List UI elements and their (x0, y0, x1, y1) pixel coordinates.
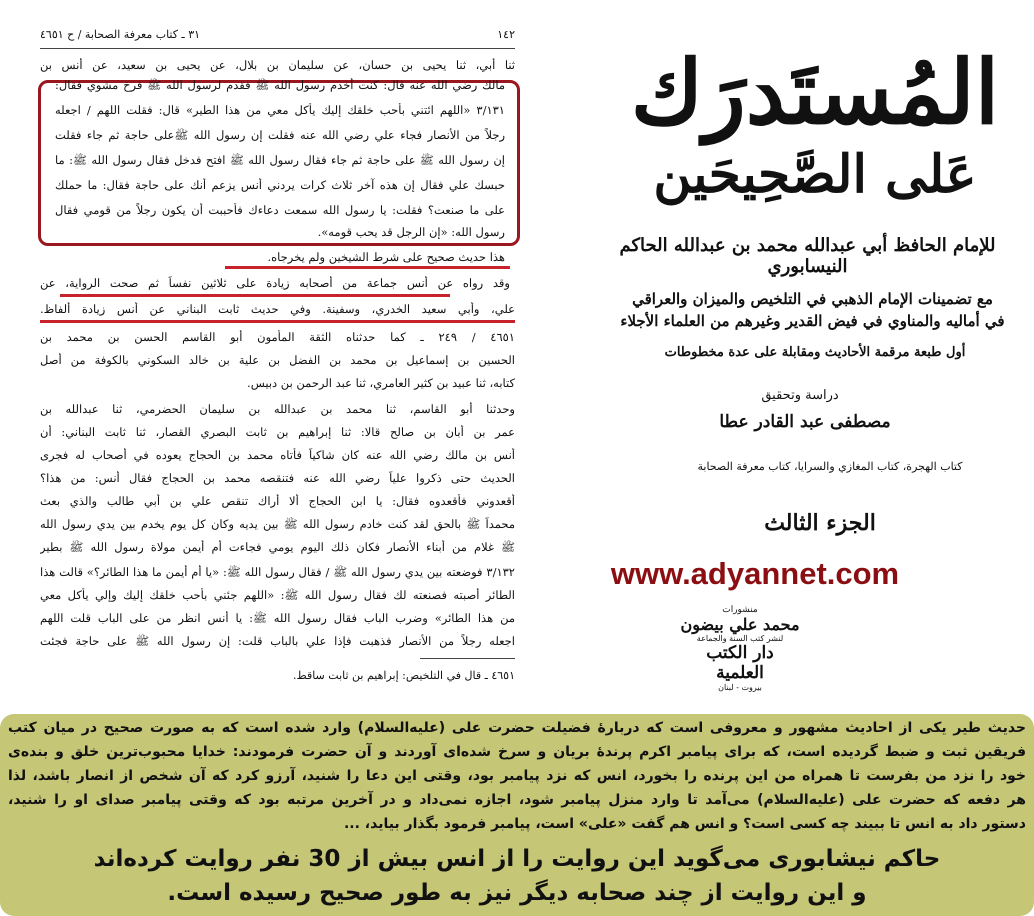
text-line: الطائر أصبته فصنعته لك فقال رسول الله ﷺ: «اللهم جئني بأحب خلقك إليك وإلي يأكل معي (40, 588, 515, 602)
text-line: من هذا الطائر» وضرب الباب فقال رسول الله ﷺ: يا أنس انظر من على الباب قلت اللهم (40, 611, 515, 625)
annotations-line-1: مع تضمينات الإمام الذهبي في التلخيص والميزان والعراقي (632, 290, 993, 308)
red-underline (60, 294, 450, 297)
note-highlight-2: و این روایت از چند صحابه دیگر نیز به طور صحیح رسیده است. (167, 880, 867, 906)
publisher-name: محمد علي بيضون (680, 615, 800, 634)
text-line: عمر بن أبان بن صالح قالا: ثنا إبراهيم بن ثابت البصري القصار، ثنا ثابت البناني: أن (40, 425, 515, 439)
chapter-header: ٣١ ـ كتاب معرفة الصحابة / ح ٤٦٥١ (40, 28, 201, 41)
text-line: وحدثنا أبو القاسم، ثنا محمد بن عبدالله بن سليمان الحضرمي، ثنا عبدالله بن (40, 402, 515, 416)
page-number: ١٤٢ (497, 28, 515, 41)
volume-label: الجزء الثالث (764, 510, 876, 536)
text-line: أقعدوني فأقعدوه فقال: يا ابن الحجاج ألا أراك تنقص علي بن أبي طالب والذي بعث (40, 494, 515, 508)
note-line: حدیث طیر یکی از احادیث مشهور و معروفی است که دربارهٔ فضیلت حضرت علی (علیه‌السلام) وارد شده است که به صورت صحیح در میان کتب (8, 720, 1026, 736)
publisher-house: دار الكتب العلمية (706, 643, 774, 683)
text-line: رجلاً من الأنصار فجاء علي رضي الله عنه فقلت إن رسول الله ﷺعلى حاجة ثم جاء فقلت (55, 128, 505, 142)
text-line: أنس بن مالك رضي الله عنه كان شاكياً فأتاه محمد بن الحجاج يعوده في أصحاب له فجرى (40, 448, 515, 462)
text-line: كتابه، ثنا عبيد بن كثير العامري، ثنا عبد الرحمن بن دبيس. (247, 376, 515, 390)
text-line: ٣/١٣٢ فوضعته بين يدي رسول الله ﷺ / فقال رسول الله ﷺ: «يا أم أيمن ما هذا الطائر؟» قالت هذا (40, 565, 515, 579)
text-line: ٤٦٥١ / ٢٤٩ ـ كما حدثناه الثقة المأمون أبو القاسم الحسن بن محمد بن (40, 330, 515, 344)
text-line: هذا حديث صحيح على شرط الشيخين ولم يخرجاه. (267, 250, 505, 264)
red-underline (40, 320, 515, 323)
header-rule (40, 48, 515, 49)
book-page (0, 0, 540, 700)
footnote-rule (420, 658, 515, 659)
note-line: خود را نزد من بفرست تا همراه من این پرنده را بخورد، انس که نزد پیامبر بود، وقتی این دعا را شنید، آرزو کرد که آن شخص از انصار باشد، لذا (8, 768, 1026, 784)
cover-subtitle: عَلى الصَّحِيحَين (653, 144, 977, 205)
cover-annotations (605, 288, 1020, 332)
red-underline (225, 266, 510, 269)
publisher-block (680, 605, 800, 692)
text-line: رسول الله: «إن الرجل قد يحب قومه». (317, 225, 505, 239)
annotations-line-2: في أماليه والمناوي في فيض القدير وغيرهم من العلماء الأجلاء (620, 312, 1005, 330)
text-line: مالك رضي الله عنه قال: كنت أخدم رسول الله ﷺ فقدم لرسول الله ﷺ فرخ مشوي فقال: (55, 78, 505, 92)
text-line: الحديث حتى ذكروا علياً رضي الله عنه فتنقصه محمد بن الحجاج فقال أنس: من هذا؟ (40, 471, 515, 485)
website-link[interactable]: www.adyannet.com (610, 556, 900, 591)
text-line: حبسك علي فقال إن هذه آخر ثلاث كرات يردني أنس يزعم أنك على حاجة فقال: ما حملك (55, 178, 505, 192)
text-line: اجعله رجلاً من الأنصار فذهبت فإذا علي بالباب قلت: إن رسول الله ﷺ على حاجة فجئت (40, 634, 515, 648)
page-header (40, 28, 515, 46)
text-line: وقد رواه عن أنس جماعة من أصحابه زيادة على ثلاثين نفساً ثم صحت الرواية، عن (40, 276, 510, 290)
text-line: علي، وأبي سعيد الخدري، وسفينة. وفي حديث ثابت البناني عن أنس زيادة ألفاظ. (40, 302, 515, 316)
text-line: الحسين بن إسماعيل بن محمد بن الفضل بن علية بن خالد السكوني بالكوفة من أصل (40, 353, 515, 367)
note-line: دستور داد به انس تا ببیند چه کسی است؟ و انس هم گفت «علی» است، پیامبر فرمود بگذار بیاید، ... (343, 816, 1026, 832)
publisher-label: منشورات (722, 605, 758, 615)
note-line: هر دفعه که حضرت علی (علیه‌السلام) می‌آمد تا وارد منزل پیامبر شود، اجازه نمی‌داد و در آخرین مرتبه بود که وقتی پیامبر صدای او را شنید، (8, 792, 1026, 808)
text-line: ٣/١٣١ «اللهم ائتني بأحب خلقك إليك يأكل معي من هذا الطير» قال: فقلت اللهم / اجعله (55, 103, 505, 117)
cover-title: المُستَدرَك (630, 40, 1000, 144)
note-highlight-1: حاکم نیشابوری می‌گوید این روایت را از انس بیش از 30 نفر روایت کرده‌اند (93, 846, 941, 872)
editor-name: مصطفى عبد القادر عطا (719, 412, 891, 432)
text-line: إن رسول الله ﷺ على حاجة ثم جاء فقال رسول الله ﷺ افتح فدخل فقال رسول الله ﷺ: ما (55, 153, 505, 167)
edition-note: أول طبعة مرقمة الأحاديث ومقابلة على عدة مخطوطات (664, 345, 966, 360)
footnote: ٤٦٥١ ـ قال في التلخيص: إبراهيم بن ثابت ساقط. (293, 669, 515, 682)
study-label: دراسة وتحقيق (761, 388, 839, 403)
text-line: ثنا أبي، ثنا يحيى بن حسان، عن سليمان بن بلال، عن يحيى بن سعيد، عن أنس بن (40, 58, 515, 72)
contents-line: كتاب الهجرة، كتاب المغازي والسرايا، كتاب معرفة الصحابة (697, 460, 963, 473)
text-line: على ما صنعت؟ فقلت: يا رسول الله سمعت دعاءك فأحببت أن يكون رجلاً من قومي فقال (55, 203, 505, 217)
cover-author: للإمام الحافظ أبي عبدالله محمد بن عبدالله الحاكم النيسابوري (619, 235, 996, 277)
publisher-desc: لنشر كتب السنة والجماعة (696, 634, 784, 643)
note-line: فریقین ثبت و ضبط گردیده است، که برای پیامبر اکرم پرندهٔ بریان و سرخ شده‌ای آوردند و آن حضرت فرمودند: خدایا محبوب‌ترین خلق و بنده‌ی (8, 744, 1026, 760)
text-line: ﷺ غلام من أبناء الأنصار فكان ذلك اليوم يومي فجاءت أم أيمن مولاة رسول الله ﷺ بطير (40, 540, 515, 554)
publisher-city: بيروت - لبنان (718, 683, 762, 692)
text-line: محمداً ﷺ بالحق لقد كنت خادم رسول الله ﷺ بين يديه وكان كل يوم يخدم بين يدي رسول الله (40, 517, 515, 531)
